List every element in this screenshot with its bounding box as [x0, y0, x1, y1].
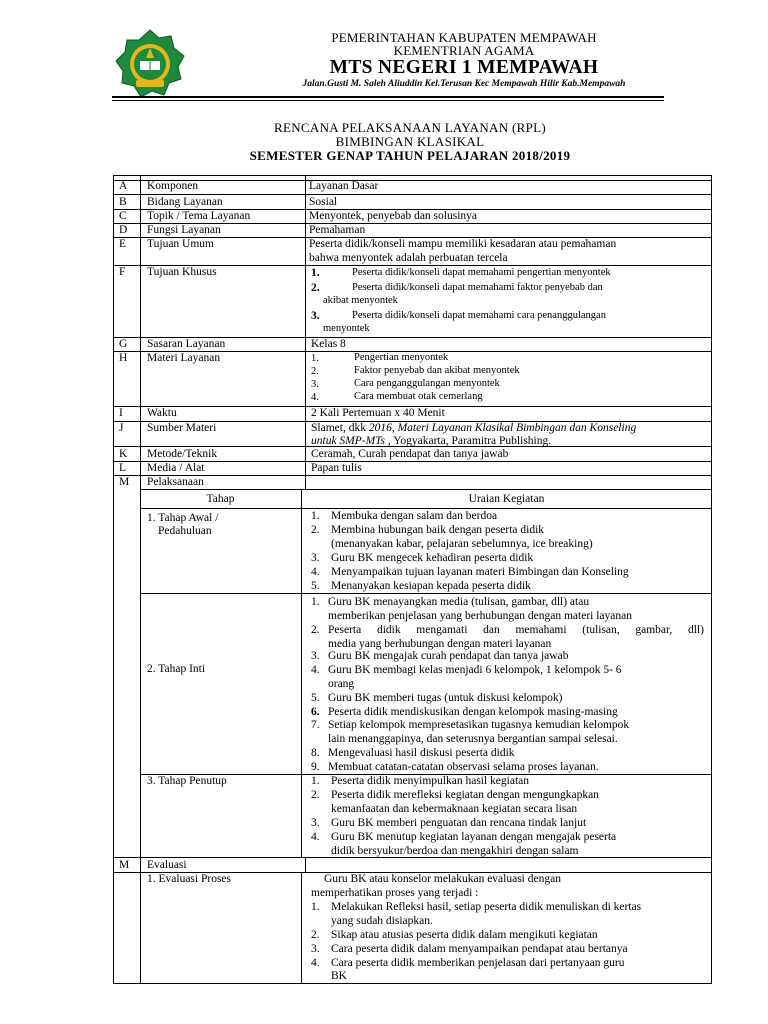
evaluasi-intro: Guru BK atau konselor melakukan evaluasi dengan — [324, 873, 561, 885]
row-l-value: Papan tulis — [311, 462, 362, 474]
row-h-label: Materi Layanan — [147, 352, 221, 364]
row-m-code: M — [119, 476, 130, 488]
list-item: Cara membuat otak cemerlang — [354, 391, 483, 402]
list-item-number: 1. — [311, 775, 320, 787]
list-item-cont: menyontek — [323, 323, 370, 334]
row-j-code: J — [119, 422, 124, 434]
list-item: Peserta didik/konseli dapat memahami cara penanggulangan — [352, 310, 606, 321]
list-item: Pengertian menyontek — [354, 352, 449, 363]
list-item: Sikap atau atusias peserta didik dalam mengikuti kegiatan — [331, 929, 598, 941]
list-item: Peserta didik/konseli dapat memahami pengertian menyontek — [352, 267, 611, 278]
evaluasi-code: M — [119, 859, 130, 871]
list-item-number: 1. — [311, 267, 320, 279]
row-m-label: Pelaksanaan — [147, 476, 204, 488]
list-item: Membuat catatan-catatan observasi selama proses layanan. — [328, 761, 599, 773]
letterhead-rule-thick — [112, 96, 664, 98]
header-uraian-kegiatan: Uraian Kegiatan — [468, 493, 545, 505]
list-item-cont: lain menanggapinya, dan seterusnya bergantian sampai selesai. — [328, 733, 618, 745]
list-item-number: 2. — [311, 789, 320, 801]
list-item: Guru BK memberi penguatan dan rencana tindak lanjut — [331, 817, 587, 829]
row-j-line2: untuk SMP-MTs , Yogyakarta, Paramitra Publishing. — [311, 435, 552, 447]
list-item-number: 2. — [311, 366, 319, 377]
row-c-label: Topik / Tema Layanan — [147, 210, 251, 222]
row-l-code: L — [119, 462, 127, 474]
list-item-number: 2. — [311, 624, 320, 636]
list-item: Guru BK menutup kegiatan layanan dengan mengajak peserta — [331, 831, 617, 843]
list-item-number: 3. — [311, 552, 320, 564]
row-f-code: F — [119, 266, 126, 278]
list-item: Menyampaikan tujuan layanan materi Bimbingan dan Konseling — [331, 566, 629, 578]
list-item-number: 3. — [311, 310, 320, 322]
list-item: Peserta didik/konseli dapat memahami faktor penyebab dan — [352, 282, 603, 293]
row-d-value: Pemahaman — [309, 224, 366, 236]
row-h-code: H — [119, 352, 128, 364]
header-tahap: Tahap — [206, 493, 235, 505]
list-item-cont: kemanfaatan dan kebermaknaan kegiatan secara lisan — [331, 803, 578, 815]
list-item: Peserta didik merefleksi kegiatan dengan mengungkapkan — [331, 789, 599, 801]
evaluasi-proses-label: 1. Evaluasi Proses — [147, 873, 232, 885]
list-item: Membuka dengan salam dan berdoa — [331, 510, 498, 522]
list-item-number: 3. — [311, 817, 320, 829]
row-b-code: B — [119, 196, 127, 208]
row-b-value: Sosial — [309, 196, 338, 208]
list-item-number: 5. — [311, 580, 320, 592]
row-a-label: Komponen — [147, 180, 199, 192]
row-k-code: K — [119, 448, 128, 460]
list-item: Peserta didik mengamati dan memahami (tulisan, gambar, dll) — [328, 624, 704, 636]
list-item: Cara penganggulangan menyontek — [354, 378, 500, 389]
doc-title: RENCANA PELAKSANAAN LAYANAN (RPL) — [274, 120, 546, 135]
kop-kementrian: KEMENTRIAN AGAMA — [393, 43, 535, 58]
list-item: Guru BK memberi tugas (untuk diskusi kelompok) — [328, 692, 563, 704]
list-item-number: 9. — [311, 761, 320, 773]
list-item-cont: akibat menyontek — [323, 295, 398, 306]
list-item: Membina hubungan baik dengan peserta didik — [331, 524, 545, 536]
list-item-number: 3. — [311, 379, 319, 390]
list-item-number: 6. — [311, 706, 320, 718]
list-item-cont: orang — [328, 678, 355, 690]
row-d-label: Fungsi Layanan — [147, 224, 221, 236]
list-item-cont: BK — [331, 970, 347, 982]
row-i-value: 2 Kali Pertemuan x 40 Menit — [311, 407, 445, 419]
row-a-code: A — [119, 180, 128, 192]
list-item-cont: yang sudah disiapkan. — [331, 915, 433, 927]
row-g-label: Sasaran Layanan — [147, 338, 226, 350]
row-i-label: Waktu — [147, 407, 177, 419]
list-item: Setiap kelompok mempresetasikan tugasnya kemudian kelompok — [328, 719, 630, 731]
row-l-label: Media / Alat — [147, 462, 205, 474]
list-item-cont: didik bersyukur/berdoa dan mengakhiri dengan salam — [331, 845, 579, 857]
kop-pemerintah: PEMERINTAHAN KABUPATEN MEMPAWAH — [331, 30, 597, 45]
row-c-value: Menyontek, penyebab dan solusinya — [309, 210, 477, 222]
list-item: Cara peserta didik memberikan penjelasan dari pertanyaan guru — [331, 957, 625, 969]
list-item-number: 4. — [311, 831, 320, 843]
list-item: Guru BK menayangkan media (tulisan, gambar, dll) atau — [328, 596, 590, 608]
list-item-number: 3. — [311, 943, 320, 955]
tahap-penutup-label: 3. Tahap Penutup — [147, 775, 227, 787]
row-c-code: C — [119, 210, 127, 222]
list-item-number: 4. — [311, 392, 319, 403]
list-item-number: 2. — [311, 929, 320, 941]
doc-semester: SEMESTER GENAP TAHUN PELAJARAN 2018/2019 — [249, 148, 571, 163]
row-j-line1: Slamet, dkk 2016, Materi Layanan Klasikal Bimbingan dan Konseling — [311, 422, 637, 434]
row-a-value: Layanan Dasar — [309, 180, 379, 192]
row-f-label: Tujuan Khusus — [147, 266, 217, 278]
evaluasi-label: Evaluasi — [147, 859, 187, 871]
list-item-number: 1. — [311, 901, 320, 913]
list-item: Faktor penyebab dan akibat menyontek — [354, 365, 520, 376]
list-item-cont: (menanyakan kabar, pelajaran sebelumnya, ice breaking) — [331, 538, 593, 550]
row-k-label: Metode/Teknik — [147, 448, 218, 460]
list-item: Peserta didik mendiskusikan dengan kelompok masing-masing — [328, 706, 618, 718]
list-item-number: 4. — [311, 664, 320, 676]
list-item-number: 1. — [311, 353, 319, 364]
list-item: Guru BK mengecek kehadiran peserta didik — [331, 552, 534, 564]
list-item: Menanyakan kesiapan kepada peserta didik — [331, 580, 531, 592]
kop-school-name: MTS NEGERI 1 MEMPAWAH — [329, 57, 599, 78]
list-item-number: 7. — [311, 719, 320, 731]
list-item-number: 8. — [311, 747, 320, 759]
doc-subtitle: BIMBINGAN KLASIKAL — [335, 134, 485, 149]
list-item: Cara peserta didik dalam menyampaikan pendapat atau bertanya — [331, 943, 628, 955]
row-e-code: E — [119, 238, 127, 250]
list-item-number: 2. — [311, 282, 320, 294]
kementerian-agama-logo — [114, 28, 186, 100]
letterhead-rule-thin — [112, 100, 664, 101]
list-item: Melakukan Refleksi hasil, setiap peserta didik menuliskan di kertas — [331, 901, 642, 913]
tahap-awal-label-2: Pedahuluan — [158, 525, 212, 537]
list-item-number: 5. — [311, 692, 320, 704]
list-item-number: 3. — [311, 650, 320, 662]
list-item-number: 1. — [311, 510, 320, 522]
list-item-number: 4. — [311, 566, 320, 578]
list-item-cont: memberikan penjelasan yang berhubungan dengan materi layanan — [328, 610, 632, 622]
row-g-value: Kelas 8 — [311, 338, 346, 350]
evaluasi-intro-2: memperhatikan proses yang terjadi : — [311, 887, 479, 899]
list-item: Peserta didik menyimpulkan hasil kegiatan — [331, 775, 530, 787]
list-item-number: 4. — [311, 957, 320, 969]
list-item-number: 2. — [311, 524, 320, 536]
list-item-number: 1. — [311, 596, 320, 608]
row-b-label: Bidang Layanan — [147, 196, 223, 208]
row-k-value: Ceramah, Curah pendapat dan tanya jawab — [311, 448, 509, 460]
row-d-code: D — [119, 224, 128, 236]
row-j-label: Sumber Materi — [147, 422, 217, 434]
list-item: Guru BK mengajak curah pendapat dan tanya jawab — [328, 650, 569, 662]
list-item: Mengevaluasi hasil diskusi peserta didik — [328, 747, 515, 759]
row-g-code: G — [119, 338, 128, 350]
tahap-awal-label: 1. Tahap Awal / — [147, 512, 219, 524]
kop-address: Jalan.Gusti M. Saleh Aliuddin Kel.Terusan Kec Mempawah Hilir Kab.Mempawah — [302, 79, 626, 89]
row-e-label: Tujuan Umum — [147, 238, 214, 250]
row-e-line1: Peserta didik/konseli mampu memiliki kesadaran atau pemahaman — [309, 238, 617, 250]
row-e-line2: bahwa menyontek adalah perbuatan tercela — [309, 252, 508, 264]
tahap-inti-label: 2. Tahap Inti — [147, 663, 206, 675]
list-item: Guru BK membagi kelas menjadi 6 kelompok, 1 kelompok 5- 6 — [328, 664, 622, 676]
row-i-code: I — [119, 407, 123, 419]
list-item-cont: media yang berhubungan dengan materi layanan — [328, 638, 552, 650]
